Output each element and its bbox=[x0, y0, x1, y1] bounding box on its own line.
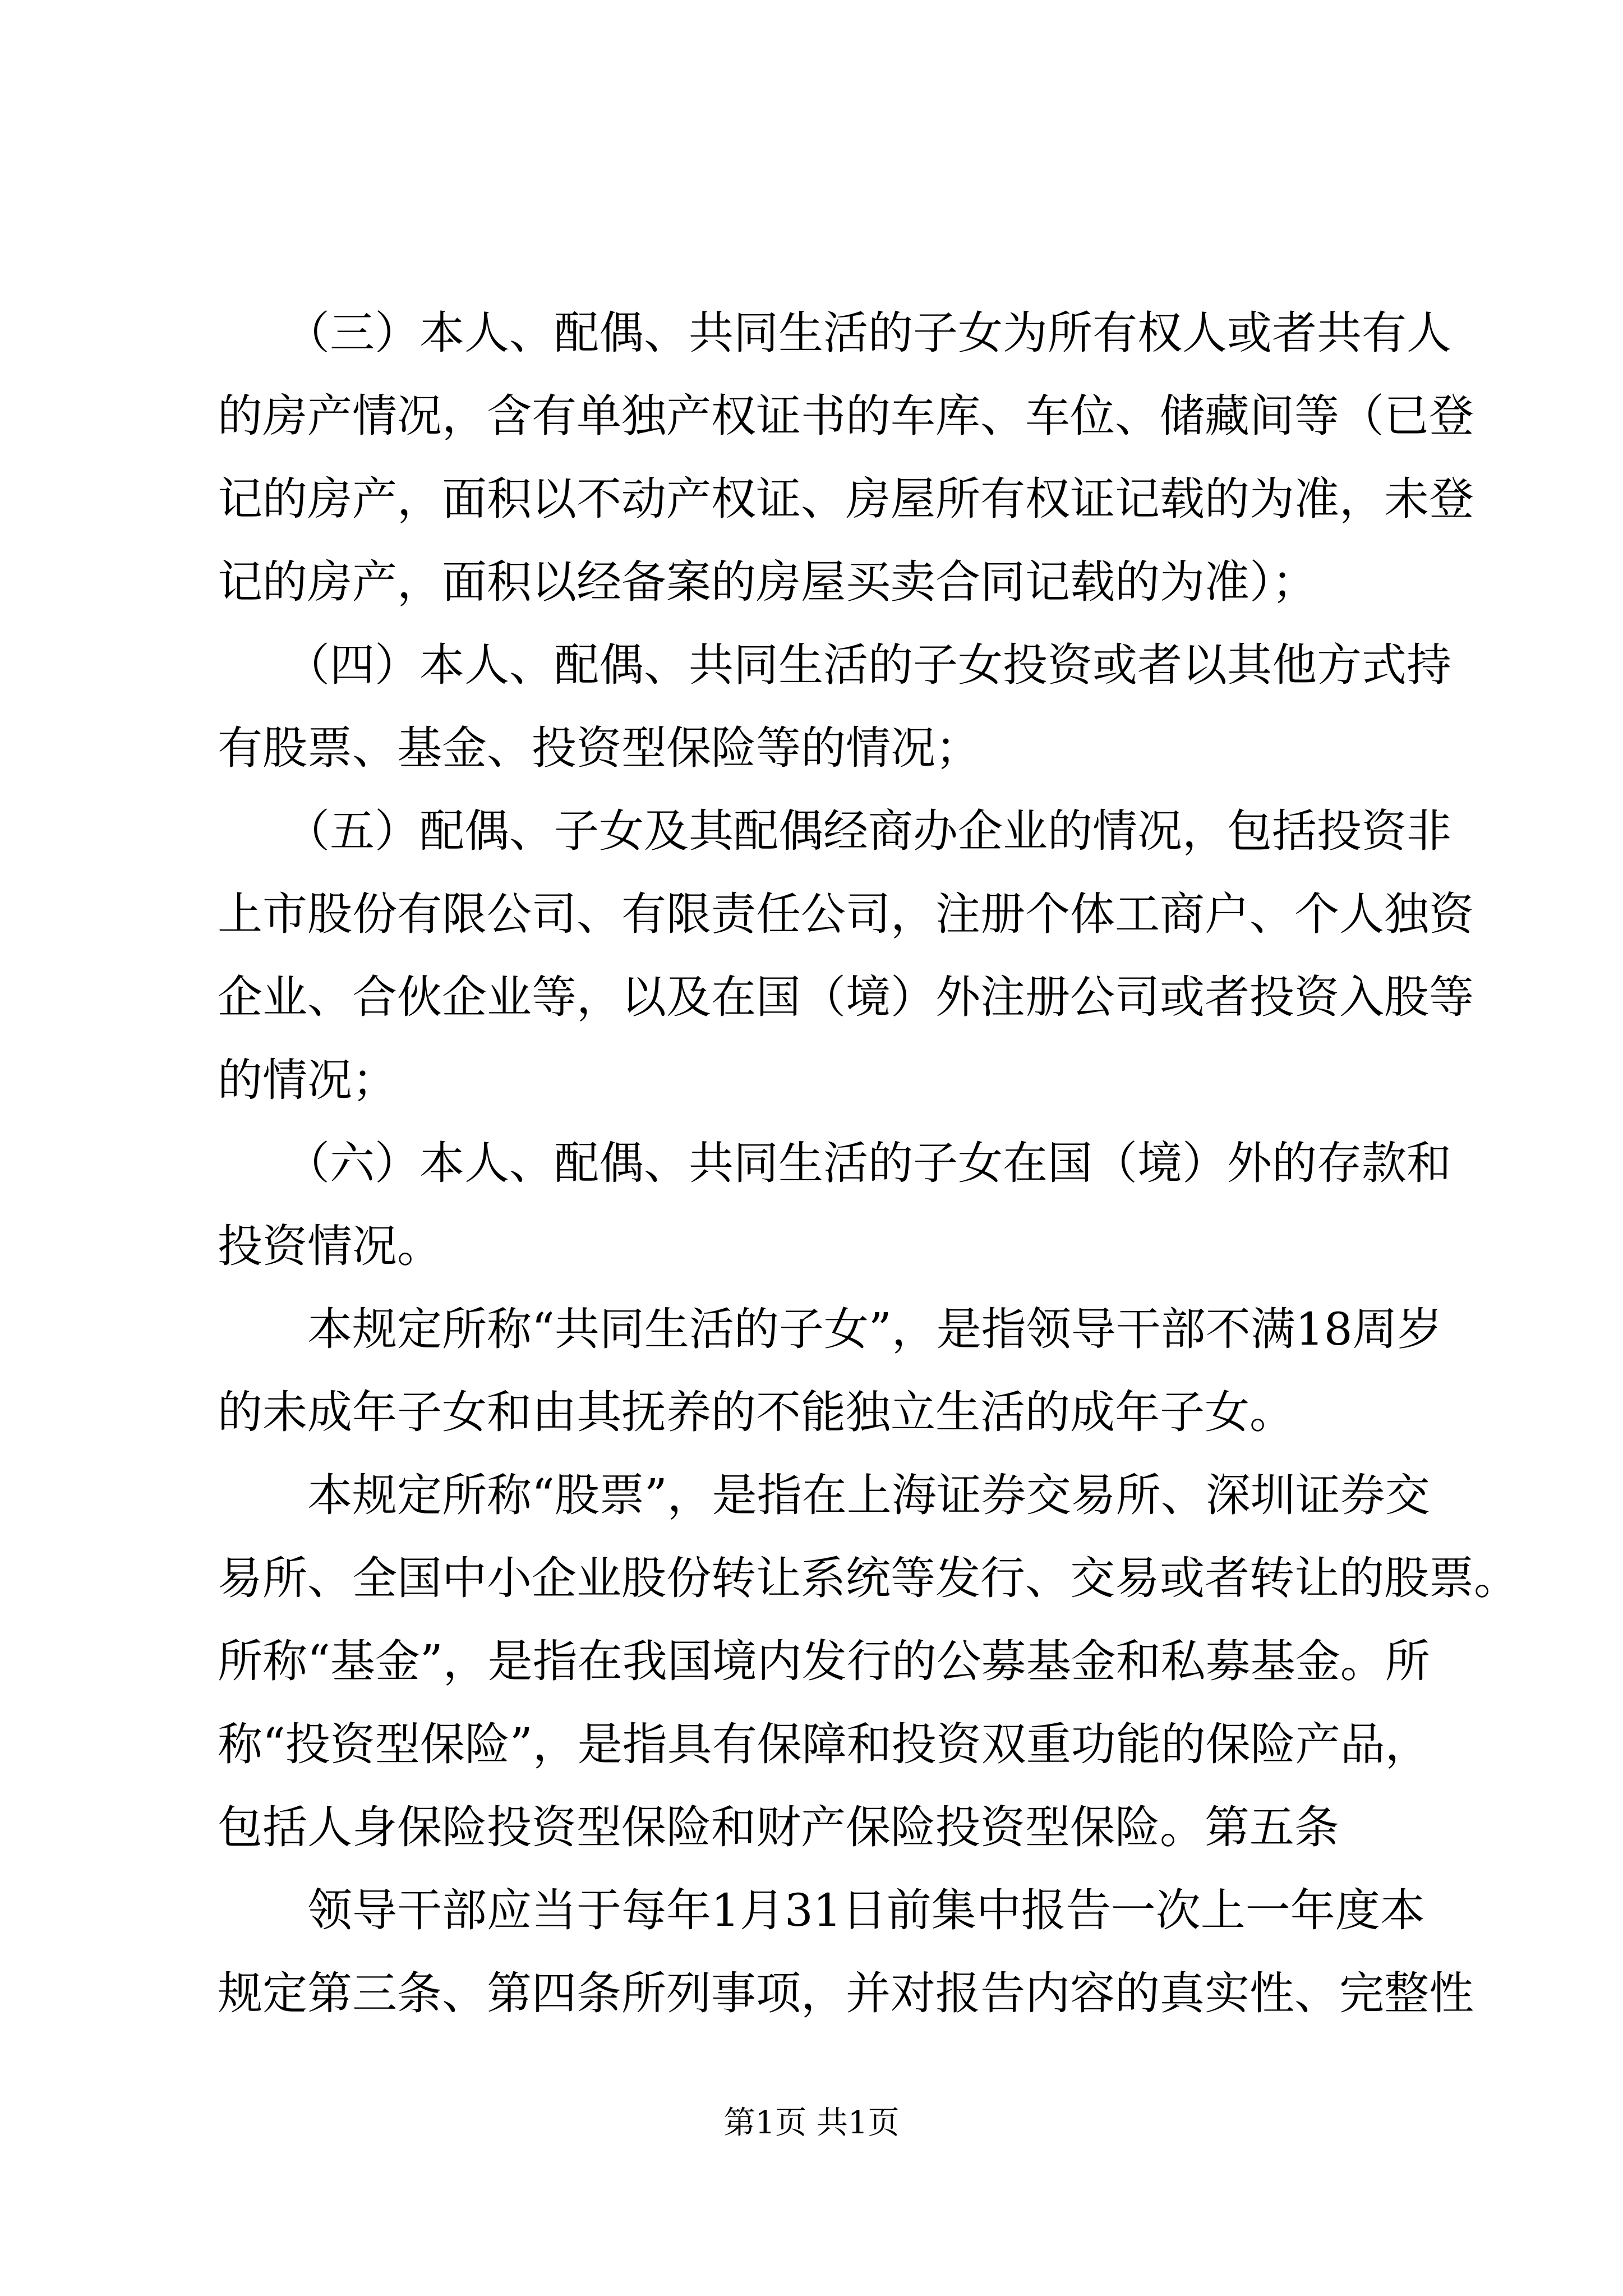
page-number-label: 第1页 共1页 bbox=[723, 2105, 900, 2141]
text-line: 记的房产，面积以经备案的房屋买卖合同记载的为准）； bbox=[218, 556, 1317, 608]
text-line: 领导干部应当于每年1月31日前集中报告一次上一年度本 bbox=[218, 1884, 1425, 1936]
text-line: 上市股份有限公司、有限责任公司，注册个体工商户、个人独资 bbox=[218, 888, 1474, 940]
text-line: （四）本人、配偶、共同生活的子女投资或者以其他方式持 bbox=[218, 639, 1451, 691]
text-line: 本规定所称“共同生活的子女”，是指领导干部不满18周岁 bbox=[218, 1303, 1442, 1355]
text-line: 有股票、基金、投资型保险等的情况； bbox=[218, 722, 980, 774]
text-line: 记的房产，面积以不动产权证、房屋所有权证记载的为准，未登 bbox=[218, 473, 1474, 525]
document-body bbox=[218, 292, 1519, 2035]
text-line: 称“投资型保险”，是指具有保障和投资双重功能的保险产品， bbox=[218, 1718, 1430, 1770]
text-line: 所称“基金”，是指在我国境内发行的公募基金和私募基金。所 bbox=[218, 1635, 1430, 1687]
page-footer bbox=[0, 2101, 1623, 2146]
text-line: 本规定所称“股票”，是指在上海证券交易所、深圳证券交 bbox=[218, 1469, 1430, 1521]
text-line: 包括人身保险投资型保险和财产保险投资型保险。第五条 bbox=[218, 1801, 1339, 1853]
text-line: （三）本人、配偶、共同生活的子女为所有权人或者共有人 bbox=[218, 307, 1451, 359]
text-line: 易所、全国中小企业股份转让系统等发行、交易或者转让的股票。 bbox=[218, 1552, 1519, 1604]
text-line: 的房产情况，含有单独产权证书的车库、车位、储藏间等（已登 bbox=[218, 390, 1474, 442]
text-line: 的未成年子女和由其抚养的不能独立生活的成年子女。 bbox=[218, 1386, 1294, 1438]
text-line: 规定第三条、第四条所列事项，并对报告内容的真实性、完整性 bbox=[218, 1967, 1474, 2019]
text-line: （六）本人、配偶、共同生活的子女在国（境）外的存款和 bbox=[218, 1137, 1451, 1189]
text-line: 的情况； bbox=[218, 1054, 397, 1106]
text-line: （五）配偶、子女及其配偶经商办企业的情况，包括投资非 bbox=[218, 805, 1451, 857]
text-line: 企业、合伙企业等，以及在国（境）外注册公司或者投资入股等 bbox=[218, 971, 1474, 1023]
text-line: 投资情况。 bbox=[218, 1220, 442, 1272]
